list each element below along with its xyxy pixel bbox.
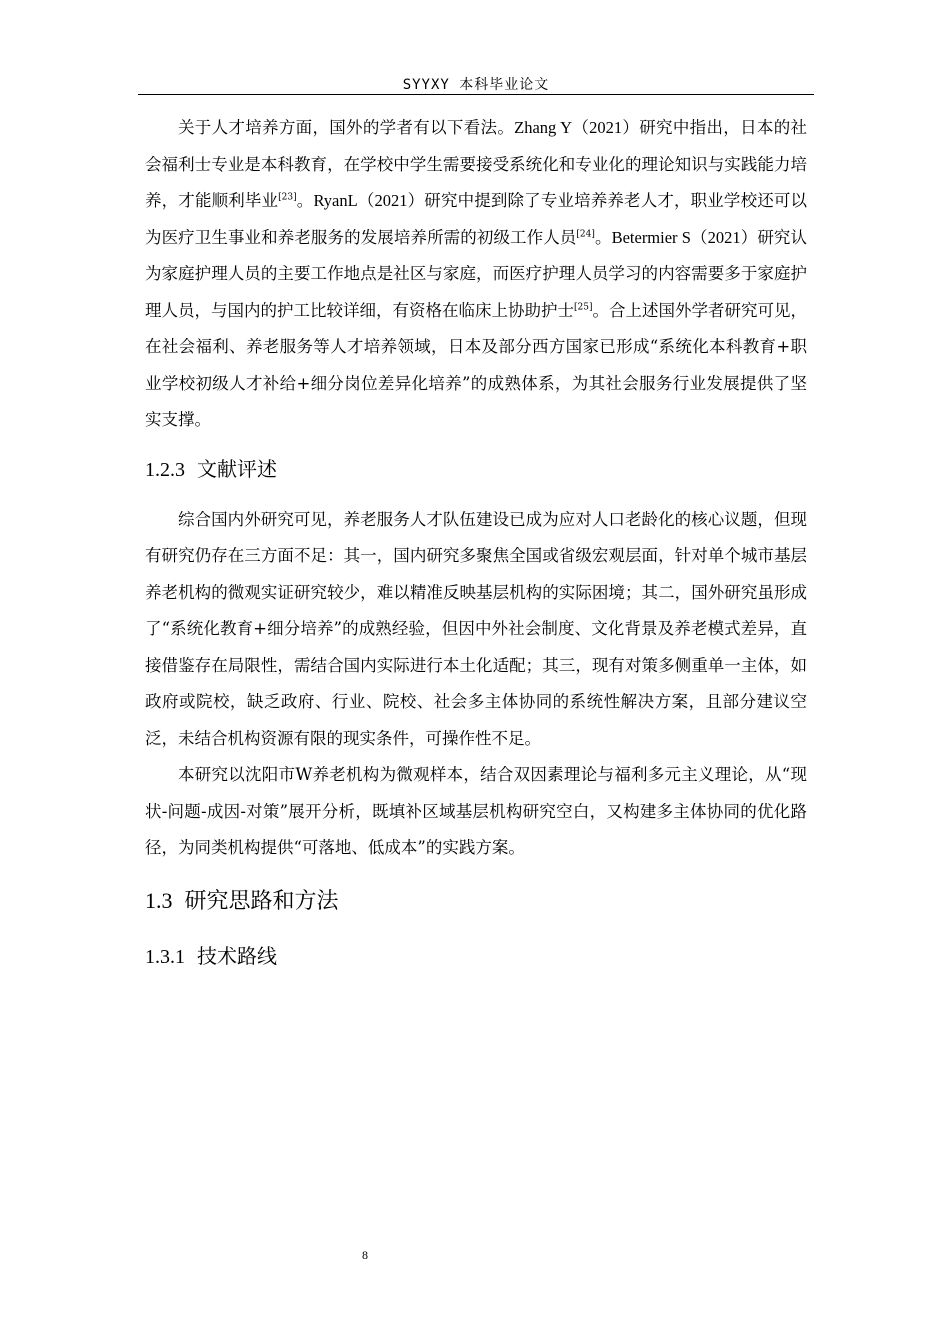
- section-heading-1-3: [145, 877, 807, 926]
- text-run: 研究认为家庭护理人员的主要工作地点是社区与家庭，而医疗护理人员学习的内容需要多于家庭护理人员，与国内的护工比较详细，有资格在临床上协助护士: [145, 227, 807, 320]
- citation-author: Zhang Y（2021）: [514, 118, 640, 137]
- heading-number: 1.3: [145, 887, 173, 913]
- heading-text: 技术路线: [197, 943, 277, 968]
- reference-marker: [24]: [576, 229, 595, 239]
- running-header: SYYXY 本科毕业论文: [402, 77, 550, 93]
- text-run: 。合上述国外学者研究可见，在社会福利、养老服务等人才培养领域，日本及部分西方国家已形成“系统化本科教育+职业学校初级人才补给+细分岗位差异化培养”的成熟体系，为其社会服务行业发展提供了坚实支撑。: [145, 300, 808, 429]
- page-number: 8: [362, 1248, 368, 1262]
- heading-text: 文献评述: [197, 456, 277, 481]
- reference-marker: [23]: [278, 192, 297, 203]
- text-run: 研究中指出，日本的社会福利士专业是本科教育，在学校中学生需要接受系统化和专业化的理论知识与实践能力培养，才能顺利毕业: [145, 118, 808, 210]
- section-heading-1-2-3: [145, 447, 807, 492]
- citation-author: RyanL（2021）: [313, 191, 425, 210]
- heading-number: 1.2.3: [145, 458, 185, 481]
- reference-marker: [25]: [574, 302, 593, 312]
- citation-author: Betermier S（2021）: [611, 227, 758, 247]
- section-heading-1-3-1: [145, 934, 807, 979]
- text-run: 关于人才培养方面，国外的学者有以下看法。: [178, 118, 515, 137]
- text-run: 。: [594, 227, 612, 247]
- paragraph-research-positioning: 本研究以沈阳市W养老机构为微观样本，结合双因素理论与福利多元主义理论，从“现状-问题-成因-对策”展开分析，既填补区域基层机构研究空白，又构建多主体协同的优化路径，为同类机构提供“可落地、低成本”的实践方案。: [145, 765, 807, 857]
- heading-number: 1.3.1: [145, 945, 185, 968]
- paragraph-literature-review: 综合国内外研究可见，养老服务人才队伍建设已成为应对人口老龄化的核心议题，但现有研究仍存在三方面不足：其一，国内研究多聚焦全国或省级宏观层面，针对单个城市基层养老机构的微观实证研究较少，难以精准反映基层机构的实际困境；其二，国外研究虽形成了“系统化教育+细分培养”的成熟经验，但因中外社会制度、文化背景及养老模式差异，直接借鉴存在局限性，需结合国内实际进行本土化适配；其三，现有对策多侧重单一主体，如政府或院校，缺乏政府、行业、院校、社会多主体协同的系统性解决方案，且部分建议空泛，未结合机构资源有限的现实条件，可操作性不足。: [145, 509, 807, 748]
- paragraph-foreign-talent-training: [145, 110, 807, 439]
- text-run: 研究中提到除了专业培养养老人才，职业学校还可以为医疗卫生事业和养老服务的发展培养所需的初级工作人员: [145, 191, 808, 247]
- header-divider: [138, 94, 814, 95]
- text-run: 。: [296, 191, 314, 210]
- heading-text: 研究思路和方法: [184, 888, 339, 914]
- page-body: [145, 110, 807, 989]
